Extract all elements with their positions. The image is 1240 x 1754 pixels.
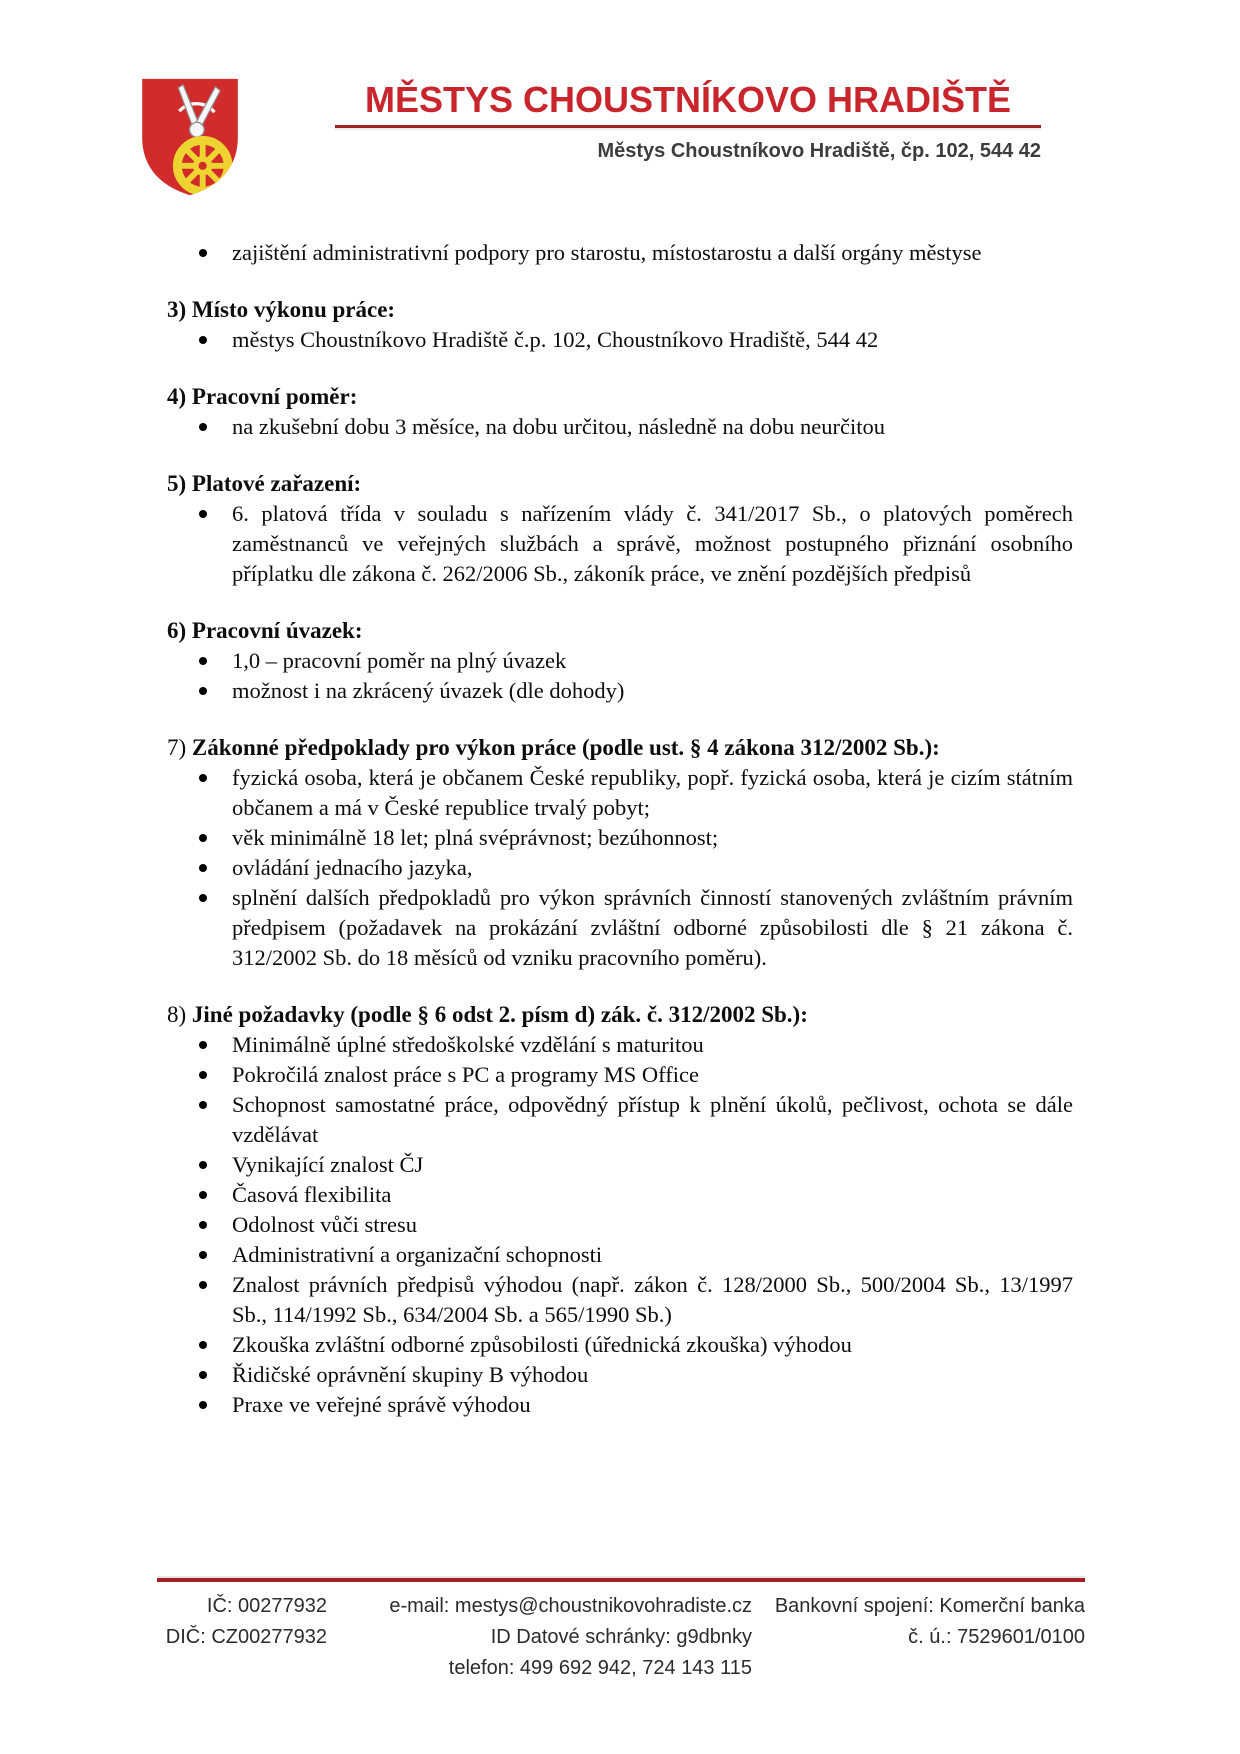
section-number: 5) bbox=[167, 471, 192, 496]
bullet-item: Řidičské oprávnění skupiny B výhodou bbox=[167, 1360, 1073, 1390]
section-title: Pracovní poměr: bbox=[191, 384, 358, 409]
section-heading bbox=[167, 1000, 1073, 1030]
bullet-item: Schopnost samostatné práce, odpovědný přístup k plnění úkolů, pečlivost, ochota se dále vzdělávat bbox=[167, 1090, 1073, 1150]
bullet-item: Znalost právních předpisů výhodou (např. zákon č. 128/2000 Sb., 500/2004 Sb., 13/1997 Sb., 114/1992 Sb., 634/2004 Sb. a 565/1990 Sb.) bbox=[167, 1270, 1073, 1330]
bullet-item: ovládání jednacího jazyka, bbox=[167, 853, 1073, 883]
document-body bbox=[0, 196, 1240, 1420]
bullet-item: fyzická osoba, která je občanem České republiky, popř. fyzická osoba, která je cizím státním občanem a má v České republice trvalý pobyt; bbox=[167, 763, 1073, 823]
bullet-item: na zkušební dobu 3 měsíce, na dobu určitou, následně na dobu neurčitou bbox=[167, 412, 1073, 442]
footer-line: Bankovní spojení: Komerční banka bbox=[774, 1595, 1085, 1617]
bullet-list bbox=[167, 1030, 1073, 1420]
section-heading bbox=[167, 295, 1073, 325]
bullet-item: splnění dalších předpokladů pro výkon správních činností stanovených zvláštním právním předpisem (požadavek na prokázání zvláštní odborné způsobilosti dle § 21 zákona č. 312/2002 Sb. do 18 měsíců od vzniku pracovního poměru). bbox=[167, 883, 1073, 973]
section-title: Místo výkonu práce: bbox=[191, 297, 396, 322]
bullet-list bbox=[167, 238, 1073, 268]
section-heading bbox=[167, 733, 1073, 763]
section bbox=[167, 733, 1073, 973]
section-title: Platové zařazení: bbox=[191, 471, 362, 496]
bullet-item: Zkouška zvláštní odborné způsobilosti (úřednická zkouška) výhodou bbox=[167, 1330, 1073, 1360]
section bbox=[167, 382, 1073, 442]
footer-divider bbox=[157, 1576, 1085, 1582]
bullet-item: městys Choustníkovo Hradiště č.p. 102, Choustníkovo Hradiště, 544 42 bbox=[167, 325, 1073, 355]
bullet-item: 1,0 – pracovní poměr na plný úvazek bbox=[167, 646, 1073, 676]
footer-line: e-mail: mestys@choustnikovohradiste.cz bbox=[389, 1595, 752, 1617]
org-address-line: Městys Choustníkovo Hradiště, čp. 102, 544 42 bbox=[597, 140, 1041, 162]
bullet-item: Odolnost vůči stresu bbox=[167, 1210, 1073, 1240]
bullet-item: Pokročilá znalost práce s PC a programy MS Office bbox=[167, 1060, 1073, 1090]
bullet-item: Vynikající znalost ČJ bbox=[167, 1150, 1073, 1180]
org-title: MĚSTYS CHOUSTNÍKOVO HRADIŠTĚ bbox=[364, 79, 1012, 120]
section-number: 7) bbox=[167, 735, 192, 760]
bullet-item: 6. platová třída v souladu s nařízením vlády č. 341/2017 Sb., o platových poměrech zaměstnanců ve veřejných službách a správě, možnost postupného přiznání osobního příplatku dle zákona č. 262/2006 Sb., zákoník práce, ve znění pozdějších předpisů bbox=[167, 499, 1073, 589]
section bbox=[167, 1000, 1073, 1420]
section-heading bbox=[167, 382, 1073, 412]
section-number: 4) bbox=[167, 384, 192, 409]
footer-line: ID Datové schránky: g9dbnky bbox=[490, 1626, 752, 1648]
section-heading bbox=[167, 616, 1073, 646]
footer-line: IČ: 00277932 bbox=[206, 1595, 327, 1617]
section-number: 8) bbox=[167, 1002, 192, 1027]
section-heading bbox=[167, 469, 1073, 499]
bullet-list bbox=[167, 325, 1073, 355]
section bbox=[167, 616, 1073, 706]
section-number: 6) bbox=[167, 618, 192, 643]
footer-contact bbox=[327, 1591, 752, 1684]
bullet-list bbox=[167, 412, 1073, 442]
bullet-list bbox=[167, 499, 1073, 589]
page-footer bbox=[157, 1576, 1085, 1684]
bullet-item: Časová flexibilita bbox=[167, 1180, 1073, 1210]
bullet-item: zajištění administrativní podpory pro starostu, místostarostu a další orgány městyse bbox=[167, 238, 1073, 268]
section-title: Pracovní úvazek: bbox=[191, 618, 363, 643]
bullet-item: Praxe ve veřejné správě výhodou bbox=[167, 1390, 1073, 1420]
footer-columns bbox=[157, 1591, 1085, 1684]
section-title: Zákonné předpoklady pro výkon práce (podle ust. § 4 zákona 312/2002 Sb.): bbox=[191, 735, 940, 760]
footer-line: telefon: 499 692 942, 724 143 115 bbox=[448, 1657, 752, 1679]
bullet-list bbox=[167, 646, 1073, 706]
section-title: Jiné požadavky (podle § 6 odst 2. písm d) zák. č. 312/2002 Sb.): bbox=[191, 1002, 808, 1027]
bullet-item: věk minimálně 18 let; plná svéprávnost; bezúhonnost; bbox=[167, 823, 1073, 853]
bullet-item: Administrativní a organizační schopnosti bbox=[167, 1240, 1073, 1270]
letterhead bbox=[0, 0, 1240, 196]
section-number: 3) bbox=[167, 297, 192, 322]
footer-bank bbox=[752, 1591, 1085, 1684]
bullet-item: Minimálně úplné středoškolské vzdělání s maturitou bbox=[167, 1030, 1073, 1060]
header-divider bbox=[335, 125, 1041, 130]
coat-of-arms bbox=[135, 76, 245, 198]
footer-line: DIČ: CZ00277932 bbox=[165, 1626, 327, 1648]
footer-registration-ids bbox=[157, 1591, 327, 1684]
section bbox=[167, 238, 1073, 268]
wagon-wheel-icon bbox=[177, 140, 228, 191]
section bbox=[167, 469, 1073, 589]
bullet-list bbox=[167, 763, 1073, 973]
footer-line: č. ú.: 7529601/0100 bbox=[908, 1626, 1085, 1648]
section bbox=[167, 295, 1073, 355]
bullet-item: možnost i na zkrácený úvazek (dle dohody) bbox=[167, 676, 1073, 706]
coat-of-arms-icon bbox=[135, 76, 245, 198]
